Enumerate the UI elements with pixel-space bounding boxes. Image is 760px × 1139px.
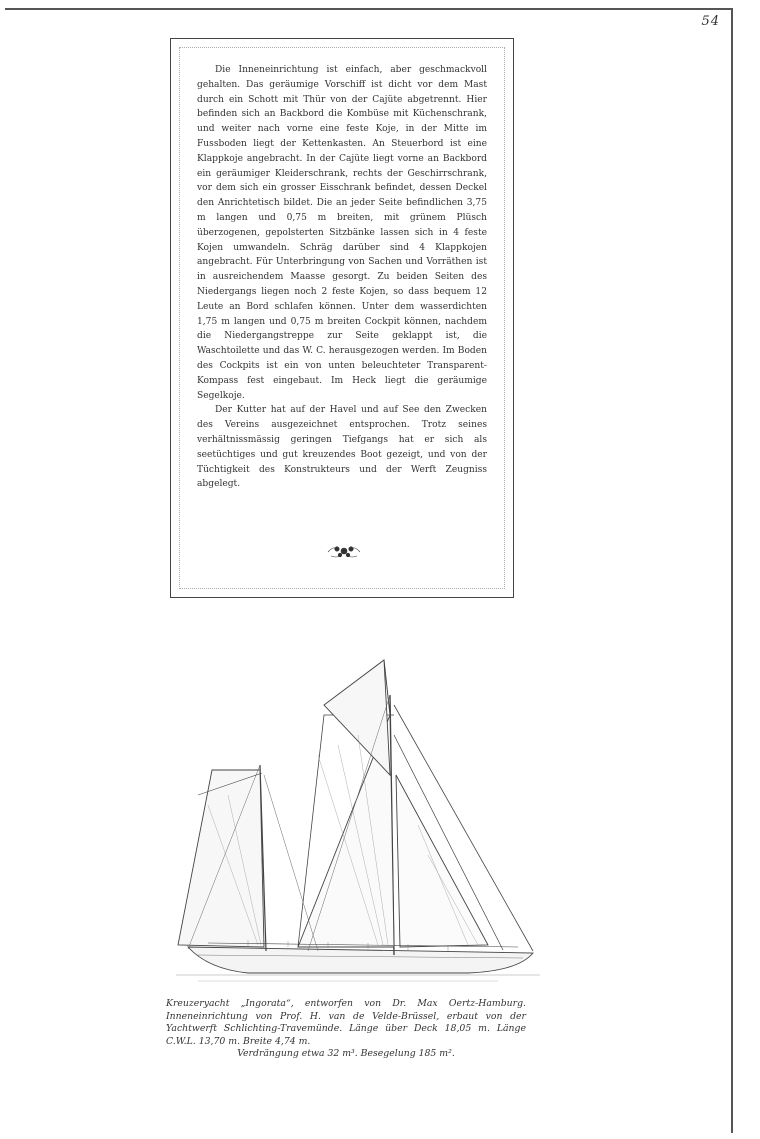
floral-ornament-icon <box>326 541 362 561</box>
text-panel <box>170 38 514 598</box>
page-number: 54 <box>701 14 720 29</box>
figure-caption <box>166 998 526 1061</box>
paragraph-interior: Die Inneneinrichtung ist einfach, aber geschmackvoll gehalten. Das geräumige Vorschiff ist dicht vor dem Mast durch ein Schott mit Thür von der Cajüte abgetrennt. Hier befinden sich an Backbord die Kombüse mit Küchenschrank, und weiter nach vorne eine feste Koje, in der Mitte im Fussboden liegt der Kettenkasten. An Steuerbord ist eine Klappkoje angebracht. In der Cajüte liegt vorne an Backbord ein geräumiger Kleiderschrank, rechts der Geschirrschrank, vor dem sich ein grosser Eisschrank befindet, dessen Deckel den Anrichtetisch bildet. Die an jeder Seite befindlichen 3,75 m langen und 0,75 m breiten, mit grünem Plüsch überzogenen, gepolsterten Sitzbänke lassen sich in 4 feste Kojen umwandeln. Schräg darüber sind 4 Klappkojen angebracht. Für Unterbringung von Sachen und Vorräthen ist in ausreichendem Maasse gesorgt. Zu beiden Seiten des Niedergangs liegen noch 2 feste Kojen, so dass bequem 12 Leute an Bord schlafen können. Unter dem wasserdichten 1,75 m langen und 0,75 m breiten Cockpit können, nachdem die Niedergangstreppe zur Seite geklappt ist, die Waschtoilette und das W. C. herausgezogen werden. Im Boden des Cockpits ist ein von unten beleuchteter Transparent-Kompass fest eingebaut. Im Heck liegt die geräumige Segelkoje. <box>197 65 487 401</box>
caption-last-line: Verdrängung etwa 32 m³. Besegelung 185 m². <box>237 1048 455 1060</box>
sailing-yacht-drawing <box>168 655 540 995</box>
body-text <box>197 63 487 492</box>
caption-main: Kreuzeryacht „Ingorata“, entworfen von Dr. Max Oertz-Hamburg. Inneneinrichtung von Prof. H. van de Velde-Brüssel, erbaut von der Yachtwerft Schlichting-Travemünde. Länge über Deck 18,05 m. Länge C.W.L. 13,70 m. Breite 4,74 m. <box>166 998 526 1047</box>
paragraph-performance: Der Kutter hat auf der Havel und auf See den Zwecken des Vereins ausgezeichnet entsprochen. Trotz seines verhältnissmässig geringen Tiefgangs hat er sich als seetüchtiges und gut kreuzendes Boot gezeigt, und von der Tüchtigkeit des Konstrukteurs und der Werft Zeugniss abgelegt. <box>197 405 487 490</box>
